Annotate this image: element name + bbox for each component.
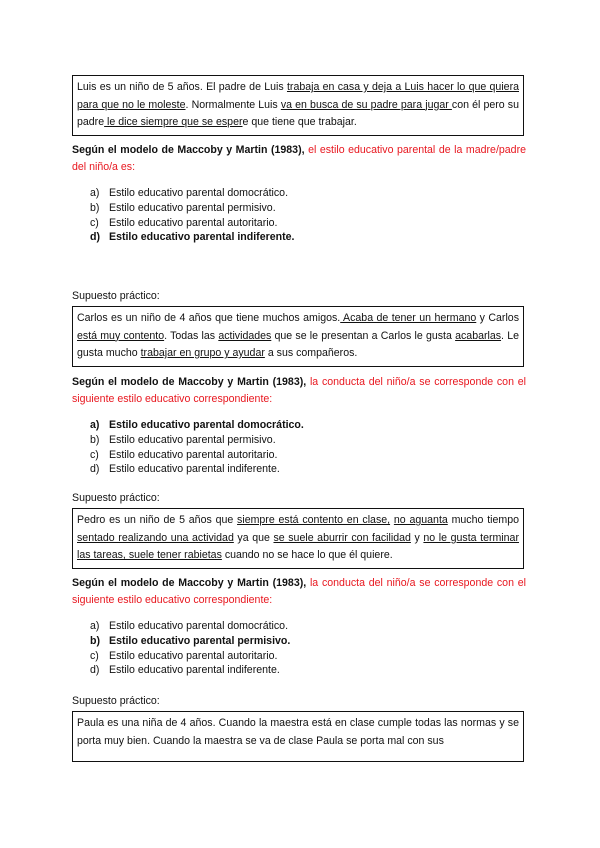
question-2-red: la conducta del niño/a se corresponde con el siguiente estilo educativo correspondiente: bbox=[72, 376, 526, 405]
case-text: y bbox=[410, 531, 424, 544]
answer-option bbox=[90, 216, 294, 231]
option-letter: c) bbox=[90, 216, 99, 229]
question-3-red: la conducta del niño/a se corresponde con el siguiente estilo educativo correspondiente: bbox=[72, 577, 526, 606]
options-list-3 bbox=[90, 619, 290, 678]
option-letter: d) bbox=[90, 463, 100, 476]
case-text: mucho tiempo bbox=[447, 514, 519, 526]
question-1 bbox=[72, 142, 526, 175]
answer-option bbox=[90, 433, 304, 448]
section-label-2: Supuesto práctico: bbox=[72, 290, 160, 302]
option-letter: a) bbox=[90, 187, 100, 199]
question-2 bbox=[72, 374, 526, 407]
question-3 bbox=[72, 575, 526, 608]
case-text: Paula es una niña de 4 años. Cuando la maestra está en clase cumple todas las normas y se porta muy bien. Cuando la maestra se va de clase Paula se porta mal con sus bbox=[77, 717, 519, 747]
answer-option bbox=[90, 186, 294, 201]
underlined-text: trabajar en grupo y ayudar bbox=[140, 347, 265, 359]
answer-option bbox=[90, 663, 290, 678]
underlined-text: sentado realizando una actividad bbox=[77, 531, 234, 544]
option-text: Estilo educativo parental indiferente. bbox=[109, 664, 280, 677]
case-text: e que tiene que trabajar. bbox=[242, 116, 357, 128]
underlined-text: le dice siempre que se esper bbox=[104, 116, 243, 128]
case-text: que se le presentan a Carlos le gusta bbox=[271, 329, 456, 342]
case-text: a sus compañeros. bbox=[264, 347, 358, 359]
underlined-text: trabaja en casa y deja a Luis hacer lo que quiera para que no le moleste bbox=[77, 81, 519, 111]
case-text: Carlos es un niño de 4 años que tiene muchos amigos. bbox=[77, 312, 341, 324]
option-letter: c) bbox=[90, 649, 99, 662]
option-text: Estilo educativo parental permisivo. bbox=[109, 634, 291, 647]
case-text: y Carlos bbox=[476, 312, 519, 324]
option-letter: a) bbox=[90, 620, 100, 632]
case-text: Luis es un niño de 5 años. El padre de Luis bbox=[77, 81, 287, 93]
answer-option bbox=[90, 418, 304, 433]
option-letter: d) bbox=[90, 231, 100, 244]
underlined-text: no le gusta terminar las tareas, suele tener rabietas bbox=[77, 531, 519, 561]
underlined-text: actividades bbox=[218, 329, 272, 342]
section-label-4: Supuesto práctico: bbox=[72, 695, 160, 707]
option-text: Estilo educativo parental domocrático. bbox=[109, 620, 289, 632]
option-letter: a) bbox=[90, 419, 100, 431]
case-text: con él pero su padre bbox=[77, 98, 519, 128]
case-box-1 bbox=[72, 75, 524, 136]
underlined-text: se suele aburrir con facilidad bbox=[273, 531, 411, 544]
underlined-text: Acaba de tener un hermano bbox=[340, 312, 477, 324]
option-text: Estilo educativo parental indiferente. bbox=[109, 231, 295, 244]
case-text: ya que bbox=[233, 531, 274, 544]
case-text: . Normalmente Luis bbox=[185, 98, 281, 111]
case-text: . Todas las bbox=[164, 329, 219, 342]
underlined-text: acabarlas bbox=[455, 329, 502, 342]
option-text: Estilo educativo parental autoritario. bbox=[109, 448, 278, 461]
option-text: Estilo educativo parental autoritario. bbox=[109, 216, 278, 229]
option-letter: b) bbox=[90, 634, 100, 647]
answer-option bbox=[90, 634, 290, 649]
question-1-red: el estilo educativo parental de la madre/padre del niño/a es: bbox=[72, 144, 526, 173]
answer-option bbox=[90, 649, 290, 664]
option-text: Estilo educativo parental indiferente. bbox=[109, 463, 280, 476]
option-text: Estilo educativo parental permisivo. bbox=[109, 433, 276, 446]
section-label-3: Supuesto práctico: bbox=[72, 492, 160, 504]
case-text: . Le gusta mucho bbox=[77, 329, 519, 359]
options-list-2 bbox=[90, 418, 304, 477]
answer-option bbox=[90, 230, 294, 245]
answer-option bbox=[90, 619, 290, 634]
answer-option bbox=[90, 201, 294, 216]
underlined-text: está muy contento bbox=[77, 329, 165, 342]
question-1-bold: Según el modelo de Maccoby y Martin (1983), bbox=[72, 144, 305, 156]
option-text: Estilo educativo parental permisivo. bbox=[109, 201, 276, 214]
case-text: cuando no se hace lo que él quiere. bbox=[221, 549, 393, 561]
option-text: Estilo educativo parental domocrático. bbox=[109, 187, 289, 199]
case-text: Pedro es un niño de 5 años que bbox=[77, 514, 238, 526]
option-letter: b) bbox=[90, 201, 100, 214]
question-2-bold: Según el modelo de Maccoby y Martin (1983), bbox=[72, 376, 307, 388]
option-letter: c) bbox=[90, 448, 99, 461]
answer-option bbox=[90, 462, 304, 477]
answer-option bbox=[90, 448, 304, 463]
case-box-4 bbox=[72, 711, 524, 762]
option-text: Estilo educativo parental autoritario. bbox=[109, 649, 278, 662]
option-text: Estilo educativo parental domocrático. bbox=[109, 419, 304, 431]
option-letter: d) bbox=[90, 664, 100, 677]
question-3-bold: Según el modelo de Maccoby y Martin (1983), bbox=[72, 577, 307, 589]
underlined-text: va en busca de su padre para jugar bbox=[280, 98, 452, 111]
case-box-3 bbox=[72, 508, 524, 569]
options-list-1 bbox=[90, 186, 294, 245]
underlined-text: siempre está contento en clase, bbox=[237, 514, 391, 526]
case-box-2 bbox=[72, 306, 524, 367]
option-letter: b) bbox=[90, 433, 100, 446]
underlined-text: no aguanta bbox=[393, 514, 448, 526]
